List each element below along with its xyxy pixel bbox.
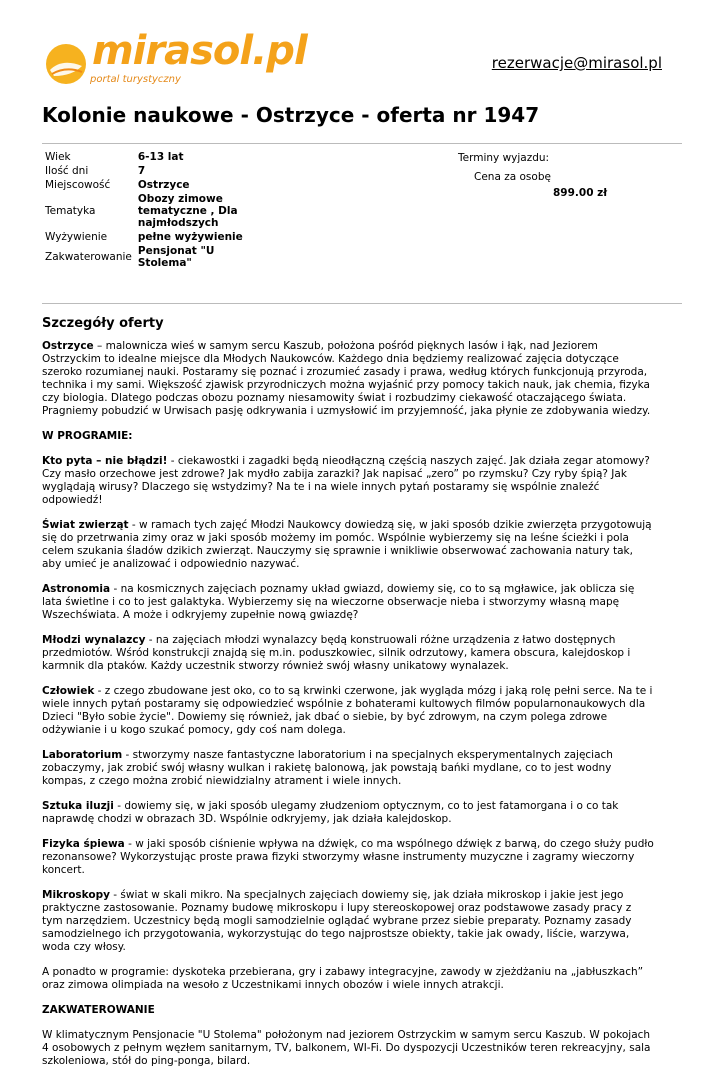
details-paragraph [42, 800, 654, 826]
paragraph-text: - stworzymy nasze fantastyczne laboratorium i na specjalnych eksperymentalnych zajęciach zobaczymy, jak zrobić swój własny wulkan i rakietę balonową, jak powstają bańki mydlane, co to jest wodny kompas, z czego można zrobić niewidzialny atrament i wiele innych. [42, 749, 613, 787]
divider [42, 303, 682, 304]
paragraph-lead: Świat zwierząt [42, 519, 129, 531]
details-body [42, 340, 654, 1080]
paragraph-text: - na zajęciach młodzi wynalazcy będą konstruowali różne urządzenia z łatwo dostępnych przedmiotów. Wśród konstrukcji znajdą się m.in. poduszkowiec, silnik odrzutowy, kamera obscura, kalejdoskop i karmnik dla ptaków. Każdy uczestnik stworzy również swój własny unikatowy wynalazek. [42, 634, 631, 672]
details-paragraph [42, 1004, 654, 1017]
paragraph-lead: Kto pyta – nie błądzi! [42, 455, 168, 467]
info-value: pełne wyżywienie [137, 231, 243, 243]
details-paragraph [42, 685, 654, 737]
paragraph-lead: Astronomia [42, 583, 111, 595]
paragraph-lead: W PROGRAMIE: [42, 430, 133, 442]
info-value: 7 [137, 165, 146, 177]
info-value: Pensjonat "U Stolema" [137, 245, 215, 269]
paragraph-lead: Laboratorium [42, 749, 123, 761]
paragraph-text: - z czego zbudowane jest oko, co to są krwinki czerwone, jak wygląda mózg i jaką rolę pełni serce. Na te i wiele innych pytań postaramy się odpowiedzieć wspólnie z bohaterami kultowych filmów popularnonaukowych dla Dzieci "Było sobie życie". Dowiemy się również, jak dbać o siebie, by być zdrowym, na czym polega zdrowe odżywianie i u kogo szukać pomocy, gdy coś nam dolega. [42, 685, 653, 736]
details-paragraph [42, 966, 654, 992]
paragraph-lead: Mikroskopy [42, 889, 110, 901]
info-row [42, 164, 251, 178]
paragraph-text: - w ramach tych zajęć Młodzi Naukowcy dowiedzą się, w jaki sposób dzikie zwierzęta przygotowują się do przetrwania zimy oraz w jaki sposób możemy im pomóc. Wspólnie wybierzemy się na leśne ścieżki i pola celem szukania śladów dzikich zwierząt. Nauczymy się sprawnie i wnikliwie obserwować zachowania natury tak, aby umieć je analizować i odpowiednio nazywać. [42, 519, 652, 570]
details-paragraph [42, 634, 654, 673]
info-row [42, 178, 251, 192]
paragraph-lead: ZAKWATEROWANIE [42, 1004, 155, 1016]
info-row [42, 192, 251, 230]
info-row [42, 230, 251, 244]
offer-info-table [42, 150, 251, 270]
details-paragraph [42, 340, 654, 418]
info-label: Tematyka [45, 205, 96, 217]
details-paragraph [42, 1029, 654, 1068]
paragraph-text: - świat w skali mikro. Na specjalnych zajęciach dowiemy się, jak działa mikroskop i jakie jest jego praktyczne zastosowanie. Poznamy budowę mikroskopu i lupy stereoskopowej oraz podstawowe zasady pracy z tym narzędziem. Uczestnicy będą mogli samodzielnie oglądać wybrane przez siebie preparaty. Poznamy zasady samodzielnego ich przygotowania, wykorzystując do tego najprostsze obiekty, takie jak owady, liście, warzywa, woda czy włosy. [42, 889, 632, 953]
terms-label: Terminy wyjazdu: [458, 152, 550, 164]
info-row [42, 244, 251, 270]
details-paragraph [42, 583, 654, 622]
divider [42, 143, 682, 144]
info-value: Ostrzyce [137, 179, 190, 191]
paragraph-text: - w jaki sposób ciśnienie wpływa na dźwięk, co ma wspólnego dźwięk z barwą, do czego służy pudło rezonansowe? Wykorzystując proste prawa fizyki stworzymy własne instrumenty muzyczne i zagramy wieczorny koncert. [42, 838, 654, 876]
page-title: Kolonie naukowe - Ostrzyce - oferta nr 1947 [42, 103, 540, 127]
details-paragraph [42, 889, 654, 954]
sun-icon [42, 40, 90, 88]
info-value: Obozy zimowe tematyczne , Dla najmłodszych [137, 193, 238, 229]
paragraph-lead: Sztuka iluzji [42, 800, 114, 812]
logo-subtitle: portal turystyczny [90, 74, 181, 85]
paragraph-lead: Fizyka śpiewa [42, 838, 125, 850]
info-row [42, 150, 251, 164]
paragraph-lead: Człowiek [42, 685, 95, 697]
details-paragraph [42, 430, 654, 443]
info-value: 6-13 lat [137, 151, 184, 163]
mirasol-logo[interactable] [42, 28, 307, 92]
paragraph-lead: Ostrzyce [42, 340, 94, 352]
info-label: Zakwaterowanie [45, 251, 132, 263]
info-label: Ilość dni [45, 165, 89, 177]
paragraph-text: - dowiemy się, w jaki sposób ulegamy złudzeniom optycznym, co to jest fatamorgana i o co tak naprawdę chodzi w obrazach 3D. Wspólnie odkryjemy, jak działa kalejdoskop. [42, 800, 619, 825]
details-paragraph [42, 519, 654, 571]
details-paragraph [42, 838, 654, 877]
paragraph-text: - ciekawostki i zagadki będą nieodłączną częścią naszych zajęć. Jak działa zegar atomowy? Czy masło orzechowe jest zdrowe? Jak mydło zabija zarazki? Jak napisać „zero” po rzymsku? Czy ryby śpią? Jak wyglądają wirusy? Dlaczego się wstydzimy? Na te i na wiele innych pytań postaramy się wspólnie znaleźć odpowiedź! [42, 455, 650, 506]
paragraph-text: A ponadto w programie: dyskoteka przebierana, gry i zabawy integracyjne, zawody w zjeżdżaniu na „jabłuszkach” oraz zimowa olimpiada na wesoło z Uczestnikami innych obozów i wiele innych atrakcji. [42, 966, 644, 991]
email-link[interactable]: rezerwacje@mirasol.pl [491, 54, 662, 72]
info-label: Wyżywienie [45, 231, 108, 243]
paragraph-text: – malownicza wieś w samym sercu Kaszub, położona pośród pięknych lasów i łąk, nad Jeziorem Ostrzyckim to idealne miejsce dla Młodych Naukowców. Każdego dnia będziemy realizować zajęcia dotyczące szeroko rozumianej nauki. Postaramy się poznać i zrozumieć zasady i prawa, według których funkcjonują przyroda, technika i my sami. Większość zjawisk przyrodniczych można wyjaśnić przy pomocy takich nauk, jak chemia, fizyka czy biologia. Dlatego podczas obozu poznamy niesamowity świat i rozbudzimy ciekawość otaczającego świata. Pragniemy pobudzić w Urwisach pasję odkrywania i uzmysłowić im przyjemność, jaka płynie ze zdobywania wiedzy. [42, 340, 651, 417]
details-heading: Szczegóły oferty [42, 316, 164, 331]
details-paragraph [42, 455, 654, 507]
details-paragraph [42, 749, 654, 788]
logo-wordmark: mirasol.pl [92, 28, 307, 74]
info-label: Wiek [45, 151, 71, 163]
price-label: Cena za osobę [474, 171, 551, 183]
paragraph-text: W klimatycznym Pensjonacie "U Stolema" położonym nad jeziorem Ostrzyckim w samym sercu Kaszub. W pokojach 4 osobowych z pełnym węzłem sanitarnym, TV, balkonem, WI-Fi. Do dyspozycji Uczestników teren rekreacyjny, sala szkoleniowa, stół do ping-ponga, bilard. [42, 1029, 651, 1067]
paragraph-text: - na kosmicznych zajęciach poznamy układ gwiazd, dowiemy się, co to są mgławice, jak oblicza się lata świetlne i co to jest galaktyka. Wybierzemy się na wieczorne obserwacje nieba i stworzymy własną mapę Wszechświata. A może i odkryjemy zupełnie nową gwiazdę? [42, 583, 635, 621]
paragraph-lead: Młodzi wynalazcy [42, 634, 146, 646]
price-value: 899.00 zł [553, 187, 608, 199]
info-label: Miejscowość [45, 179, 111, 191]
